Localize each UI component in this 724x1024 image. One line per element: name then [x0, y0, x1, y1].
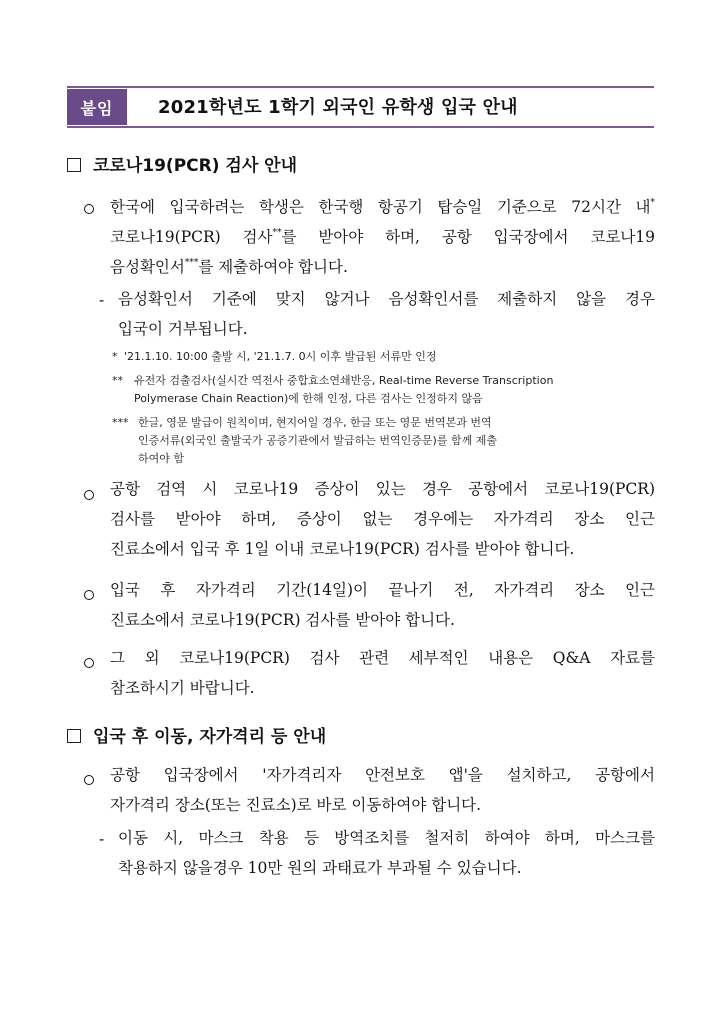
text-line: 한국에 입국하려는 학생은 한국행 항공기 탑승일 기준으로 72시간 내* — [110, 198, 655, 216]
text-line: 진료소에서 코로나19(PCR) 검사를 받아야 합니다. — [110, 611, 455, 629]
checkbox-square-icon — [67, 729, 81, 743]
header-top-rule — [67, 86, 654, 88]
header-bottom-rule — [67, 126, 654, 128]
text-line: 검사를 받아야 하며, 증상이 없는 경우에는 자가격리 장소 인근 — [110, 510, 655, 528]
text-line: 공항 입국장에서 '자가격리자 안전보호 앱'을 설치하고, 공항에서 — [110, 766, 655, 784]
section-heading-pcr — [67, 151, 297, 176]
paragraph-entry-refusal — [118, 284, 655, 344]
circle-bullet-icon — [84, 775, 94, 785]
footnote-3: *** 한글, 영문 발급이 원칙이며, 현지어일 경우, 한글 또는 영문 번역본과 번역 인증서류(외국인 출발국가 공증기관에서 발급하는 번역인증문)를 함께 제출 하여야 함 — [112, 416, 497, 465]
text-line: 입국 후 자가격리 기간(14일)이 끝나기 전, 자가격리 장소 인근 — [110, 581, 655, 599]
text-line: 진료소에서 입국 후 1일 이내 코로나19(PCR) 검사를 받아야 합니다. — [110, 540, 575, 558]
circle-bullet-icon — [84, 204, 94, 214]
attachment-badge: 붙임 — [67, 89, 127, 125]
text-line: 코로나19(PCR) 검사**를 받아야 하며, 공항 입국장에서 코로나19 — [110, 228, 655, 246]
text-line: 그 외 코로나19(PCR) 검사 관련 세부적인 내용은 Q&A 자료를 — [110, 649, 655, 667]
paragraph-self-quarantine-test — [110, 575, 655, 635]
text-line: 공항 검역 시 코로나19 증상이 있는 경우 공항에서 코로나19(PCR) — [110, 480, 655, 498]
text-line: 자가격리 장소(또는 진료소)로 바로 이동하여야 합니다. — [110, 796, 482, 814]
section-heading-movement — [67, 722, 326, 747]
dash-marker: - — [99, 830, 105, 848]
document-title: 2021학년도 1학기 외국인 유학생 입국 안내 — [158, 97, 518, 118]
paragraph-pcr-requirement — [110, 188, 655, 278]
section-heading-text: 입국 후 이동, 자가격리 등 안내 — [93, 727, 327, 747]
paragraph-safety-app — [110, 760, 655, 820]
text-line: 이동 시, 마스크 착용 등 방역조치를 철저히 하여야 하며, 마스크를 — [118, 829, 655, 847]
circle-bullet-icon — [84, 658, 94, 668]
text-line: 착용하지 않을경우 10만 원의 과태료가 부과될 수 있습니다. — [118, 859, 522, 877]
paragraph-mask-requirement — [118, 823, 655, 883]
text-line: 음성확인서 기준에 맞지 않거나 음성확인서를 제출하지 않을 경우 — [118, 290, 655, 308]
footnote-1: * '21.1.10. 10:00 출발 시, '21.1.7. 0시 이후 발급된 서류만 인정 — [112, 350, 437, 363]
section-heading-text: 코로나19(PCR) 검사 안내 — [93, 156, 298, 176]
paragraph-qna-reference — [110, 643, 655, 703]
circle-bullet-icon — [84, 590, 94, 600]
paragraph-airport-quarantine — [110, 474, 655, 564]
checkbox-square-icon — [67, 158, 81, 172]
text-line: 음성확인서***를 제출하여야 합니다. — [110, 258, 348, 276]
footnote-2: ** 유전자 검출검사(실시간 역전사 중합효소연쇄반응, Real-time Reverse Transcription Polymerase Chain Reaction)에 한해 인정, 다른 검사는 인정하지 않음 — [112, 374, 554, 405]
text-line: 참조하시기 바랍니다. — [110, 679, 255, 697]
text-line: 입국이 거부됩니다. — [118, 320, 248, 338]
dash-marker: - — [99, 291, 105, 309]
circle-bullet-icon — [84, 490, 94, 500]
